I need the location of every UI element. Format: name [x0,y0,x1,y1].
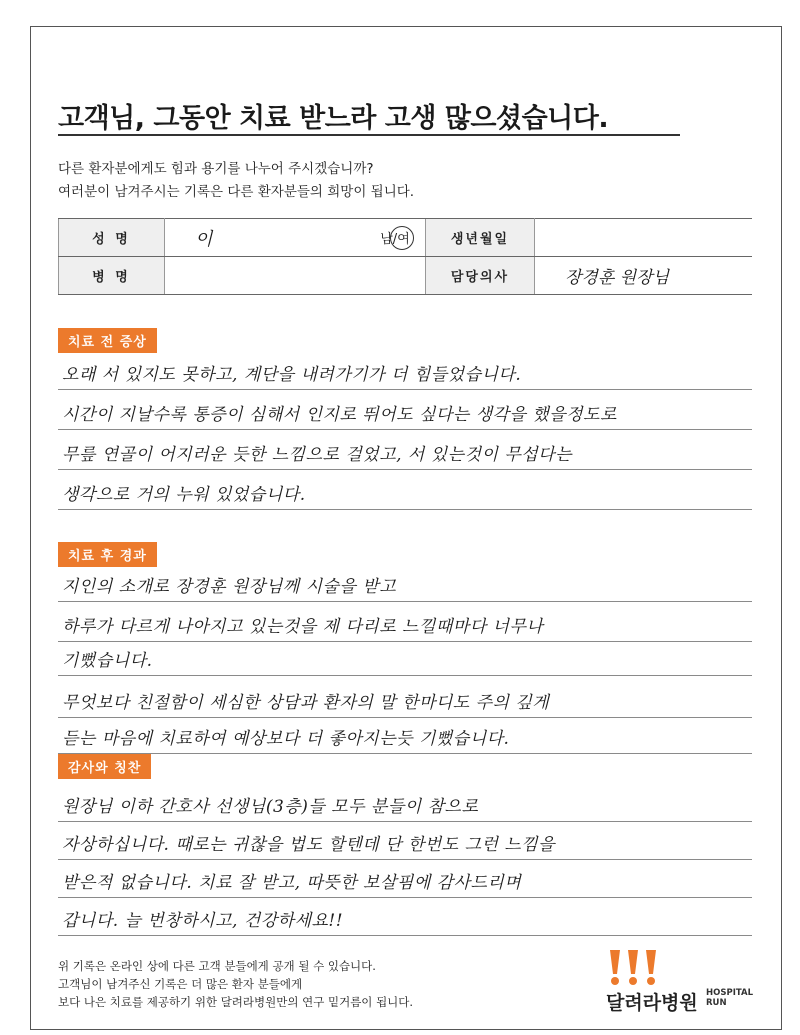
before-line [58,390,752,430]
thanks-line-text: 받은적 없습니다. 치료 잘 받고, 따뜻한 보살핌에 감사드리며 [62,873,522,893]
section-before [58,328,752,518]
thanks-line-text: 자상하십니다. 때로는 귀찮을 법도 할텐데 단 한번도 그런 느낌을 [62,835,556,855]
after-line [58,642,752,676]
intro-line-2: 여러분이 남겨주시는 기록은 다른 환자분들의 희망이 됩니다. [58,184,415,200]
before-line-text: 시간이 지날수록 통증이 심해서 인지로 뛰어도 싶다는 생각을 했을정도로 [62,405,617,425]
after-line-text: 기뻤습니다. [62,651,153,671]
before-line-text: 오래 서 있지도 못하고, 계단을 내려가기가 더 힘들었습니다. [62,365,522,385]
after-line-text: 지인의 소개로 장경훈 원장님께 시술을 받고 [62,577,397,597]
thanks-line [58,898,752,936]
birth-label: 생년월일 [426,219,535,257]
patient-info-table [58,218,752,295]
before-line-text: 생각으로 거의 누워 있었습니다. [62,485,306,505]
after-line [58,602,752,642]
section-thanks-tag: 감사와 칭찬 [58,754,151,779]
doctor-cell [535,257,753,295]
disease-value [165,257,426,295]
after-line [58,718,752,754]
name-value: 이 [195,228,213,250]
disease-label: 병 명 [59,257,165,295]
section-before-tag: 치료 전 증상 [58,328,157,353]
doctor-label: 담당의사 [426,257,535,295]
page-title: 고객님, 그동안 치료 받느라 고생 많으셨습니다. [58,103,609,134]
title-underline [58,134,680,136]
gender-circle-mark [390,226,414,250]
after-line-text: 듣는 마음에 치료하여 예상보다 더 좋아지는듯 기뻤습니다. [62,729,510,749]
gender-label: 남/여 [380,232,410,247]
before-line-text: 무릎 연골이 어지러운 듯한 느낌으로 걸었고, 서 있는것이 무섭다는 [62,445,573,465]
before-line [58,350,752,390]
thanks-line [58,860,752,898]
logo-sub-1: HOSPITAL [706,988,753,998]
section-thanks-lines [58,784,752,936]
thanks-line-text: 갑니다. 늘 번창하시고, 건강하세요!! [62,911,344,931]
hospital-logo [606,948,756,1018]
section-thanks [58,754,752,944]
name-cell [165,219,366,257]
thanks-line-text: 원장님 이하 간호사 선생님(3층)들 모두 분들이 참으로 [62,797,479,817]
after-line-text: 하루가 다르게 나아지고 있는것을 제 다리로 느낄때마다 너무나 [62,617,544,637]
footer-line-2: 고객님이 남겨주신 기록은 더 많은 환자 분들에게 [58,977,303,991]
footer-line-3: 보다 나은 치료를 제공하기 위한 달려라병원만의 연구 밑거름이 됩니다. [58,995,414,1009]
before-line [58,430,752,470]
intro-line-1: 다른 환자분에게도 힘과 용기를 나누어 주시겠습니까? [58,161,374,177]
logo-sub-2: RUN [706,998,727,1008]
before-line [58,470,752,510]
thanks-line [58,822,752,860]
section-after-tag: 치료 후 경과 [58,542,157,567]
after-line-text: 무엇보다 친절함이 세심한 상담과 환자의 말 한마디도 주의 깊게 [62,693,550,713]
name-label: 성 명 [59,219,165,257]
gender-cell [365,219,426,257]
section-before-lines [58,350,752,510]
logo-sub [706,988,753,1008]
thanks-line [58,784,752,822]
section-after-lines [58,562,752,754]
footer-line-1: 위 기록은 온라인 상에 다른 고객 분들에게 공개 될 수 있습니다. [58,959,376,973]
logo-name: 달려라병원 [606,992,698,1014]
section-after [58,542,752,752]
after-line [58,676,752,718]
info-row-2 [59,257,753,295]
after-line [58,562,752,602]
birth-value [535,219,753,257]
gender-select [380,232,410,247]
info-row-1 [59,219,753,257]
doctor-value: 장경훈 원장님 [565,268,669,288]
